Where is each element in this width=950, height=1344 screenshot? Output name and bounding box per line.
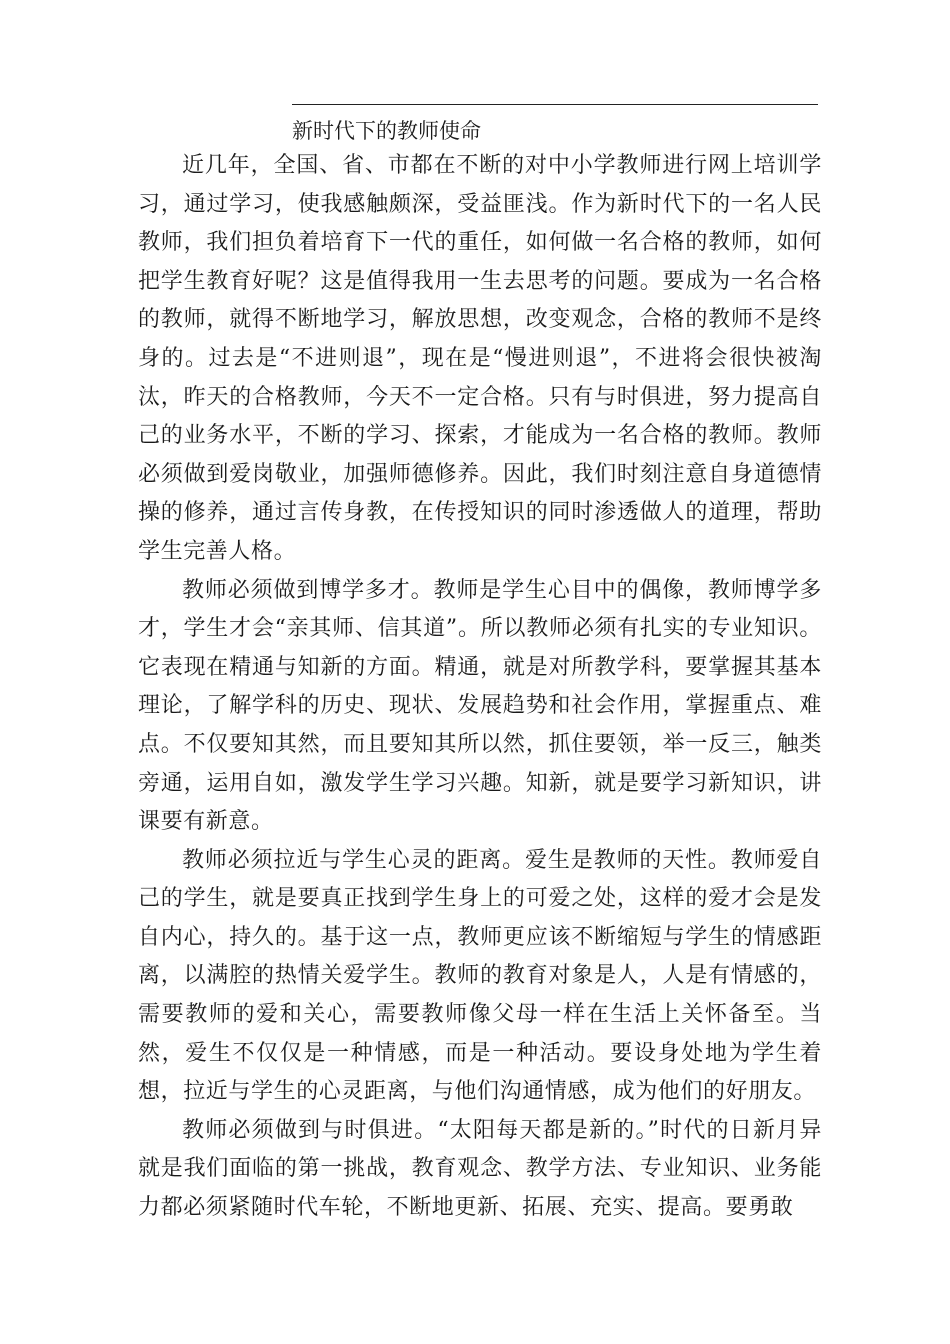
header-rule <box>292 104 818 105</box>
document-body <box>138 147 822 1228</box>
paragraph-1: 近几年，全国、省、市都在不断的对中小学教师进行网上培训学习，通过学习，使我感触颇深，受益匪浅。作为新时代下的一名人民教师，我们担负着培育下一代的重任，如何做一名合格的教师，如何把学生教育好呢？这是值得我用一生去思考的问题。要成为一名合格的教师，就得不断地学习，解放思想，改变观念，合格的教师不是终身的。过去是“不进则退”，现在是“慢进则退”，不进将会很快被淘汰，昨天的合格教师，今天不一定合格。只有与时俱进，努力提高自己的业务水平，不断的学习、探索，才能成为一名合格的教师。教师必须做到爱岗敬业，加强师德修养。因此，我们时刻注意自身道德情操的修养，通过言传身教，在传授知识的同时渗透做人的道理，帮助学生完善人格。 <box>138 153 822 564</box>
paragraph-4: 教师必须做到与时俱进。“太阳每天都是新的。”时代的日新月异就是我们面临的第一挑战，教育观念、教学方法、专业知识、业务能力都必须紧随时代车轮，不断地更新、拓展、充实、提高。要勇敢 <box>138 1117 822 1221</box>
paragraph-3: 教师必须拉近与学生心灵的距离。爱生是教师的天性。教师爱自己的学生，就是要真正找到学生身上的可爱之处，这样的爱才会是发自内心，持久的。基于这一点，教师更应该不断缩短与学生的情感距离，以满腔的热情关爱学生。教师的教育对象是人，人是有情感的，需要教师的爱和关心，需要教师像父母一样在生活上关怀备至。当然，爱生不仅仅是一种情感，而是一种活动。要设身处地为学生着想，拉近与学生的心灵距离，与他们沟通情感，成为他们的好朋友。 <box>138 847 822 1105</box>
paragraph-2: 教师必须做到博学多才。教师是学生心目中的偶像，教师博学多才，学生才会“亲其师、信其道”。所以教师必须有扎实的专业知识。它表现在精通与知新的方面。精通，就是对所教学科，要掌握其基本理论，了解学科的历史、现状、发展趋势和社会作用，掌握重点、难点。不仅要知其然，而且要知其所以然，抓住要领，举一反三，触类旁通，运用自如，激发学生学习兴趣。知新，就是要学习新知识，讲课要有新意。 <box>138 577 822 835</box>
document-title: 新时代下的教师使命 <box>292 119 481 143</box>
